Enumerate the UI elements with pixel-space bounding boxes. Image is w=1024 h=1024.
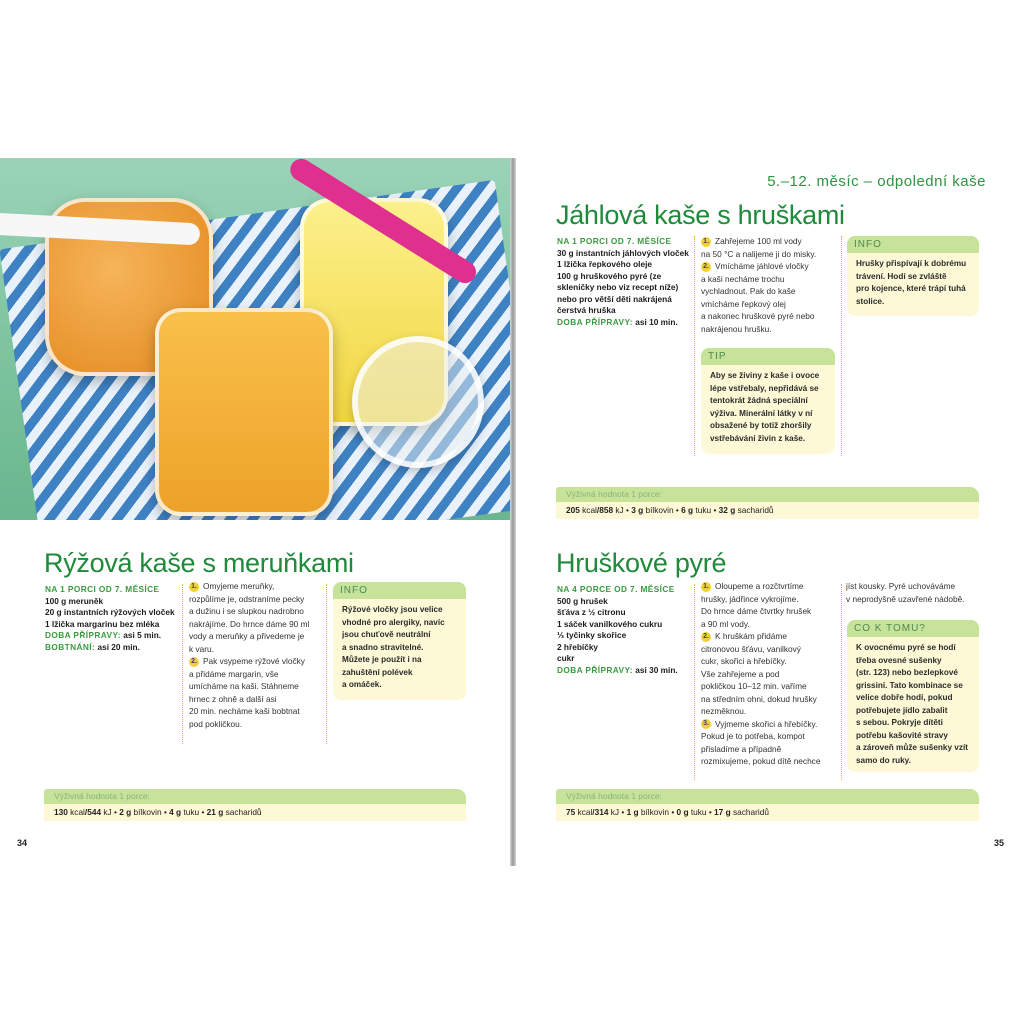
step	[189, 655, 329, 730]
ingredient: 100 g meruněk	[45, 595, 104, 606]
step-line: pod pokličkou.	[189, 718, 243, 729]
step-line: nakrájíme. Do hrnce dáme 90 ml	[189, 618, 310, 629]
jar-lid	[352, 336, 484, 468]
info-box-label: INFO	[847, 236, 979, 253]
ingredient: 30 g instantních jáhlových vloček	[557, 247, 689, 258]
box-line: (str. 123) nebo bezlepkové	[856, 668, 958, 677]
tip-box	[701, 348, 835, 454]
recipe-title: Rýžová kaše s meruňkami	[44, 548, 354, 578]
right-page	[516, 158, 1024, 866]
box-line: a zároveň může sušenky vzít	[856, 743, 968, 752]
prep-label: DOBA PŘÍPRAVY:	[557, 664, 633, 675]
step-line: a kaši necháme trochu	[701, 273, 785, 284]
column-divider	[841, 236, 842, 456]
prep-label: DOBA PŘÍPRAVY:	[45, 630, 121, 640]
box-line: stolice.	[856, 296, 885, 306]
step-number: 1.	[189, 582, 199, 592]
book-spread	[0, 158, 1024, 866]
step-number: 2.	[701, 262, 711, 272]
ingredient: 1 sáček vanilkového cukru	[557, 618, 663, 629]
step-line: vmícháme řepkový olej	[701, 298, 786, 309]
step-line: na 50 °C a nalijeme ji do misky.	[701, 248, 817, 259]
step-line: vody a meruňky a přivedeme je	[189, 631, 305, 641]
box-line: výživa. Minerální látky v ní	[710, 408, 813, 418]
ingredient: ⅓ tyčinky skořice	[557, 630, 627, 640]
step-line: jíst kousky. Pyré uchováváme	[846, 581, 956, 591]
portion-label: NA 4 PORCE OD 7. MĚSÍCE	[557, 584, 675, 594]
step-line: a nakonec hruškové pyré nebo	[701, 311, 815, 321]
swell-label: BOBTNÁNÍ:	[45, 641, 96, 652]
ingredient: skleničky nebo viz recept níže)	[557, 282, 679, 292]
step-line: k varu.	[189, 643, 214, 654]
nutrition-bar	[556, 487, 979, 519]
box-line: tentokrát žádná speciální	[710, 396, 808, 405]
box-line: Můžete je použít i na	[342, 655, 422, 664]
box-line: trávení. Hodí se zvláště	[856, 271, 947, 281]
box-line: velice dobře hodí, pokud	[856, 693, 953, 702]
step-line: Omyjeme meruňky,	[203, 581, 275, 591]
info-box-label: INFO	[333, 582, 466, 599]
ingredient: cukr	[557, 653, 575, 663]
column-divider	[326, 584, 327, 744]
box-line: lépe vstřebaly, nepřidává se	[710, 383, 819, 393]
column-divider	[694, 584, 695, 780]
step-line: a dužinu i se slupkou nadrobno	[189, 606, 304, 616]
info-box	[333, 582, 466, 700]
left-page	[0, 158, 510, 866]
step-line: a přidáme margarin, vše	[189, 668, 279, 679]
step-line: Vše zahřejeme a pod	[701, 668, 780, 679]
step-line: vychladnout. Pak do kaše	[701, 286, 796, 296]
step-number: 2.	[701, 632, 711, 642]
column-divider	[182, 584, 183, 744]
step-line: hrnec z ohně a další asi	[189, 693, 277, 704]
step-number: 2.	[189, 657, 199, 667]
ingredient: 20 g instantních rýžových vloček	[45, 607, 175, 617]
prep-label: DOBA PŘÍPRAVY:	[557, 316, 633, 327]
box-line: potřebujete jídlo zabalit	[856, 705, 948, 715]
step-line: Do hrnce dáme čtvrtky hrušek	[701, 606, 812, 616]
step-line: přisladíme a případně	[701, 743, 782, 754]
prep-value: asi 30 min.	[635, 664, 678, 675]
ingredient: nebo pro větší děti nakrájená	[557, 293, 672, 304]
step-line: Pak vsypeme rýžové vločky	[203, 656, 305, 666]
nutrition-label: Výživná hodnota 1 porce:	[44, 789, 466, 804]
portion-label: NA 1 PORCI OD 7. MĚSÍCE	[557, 236, 672, 246]
nutrition-bar	[556, 789, 979, 821]
step-line: 20 min. necháme kaši bobtnat	[189, 706, 300, 716]
steps-block	[701, 580, 843, 768]
box-line: Aby se živiny z kaše i ovoce	[710, 371, 820, 380]
box-line: a omáček.	[342, 680, 382, 689]
box-line: obsažené by totiž zhoršily	[710, 421, 812, 430]
step-line: a 90 ml vody.	[701, 618, 750, 629]
ingredient: čerstvá hruška	[557, 305, 616, 315]
ingredient: 2 hřebíčky	[557, 641, 599, 652]
box-line: vstřebávání živin z kaše.	[710, 433, 806, 443]
nutrition-label: Výživná hodnota 1 porce:	[556, 487, 979, 502]
step-line: nezměknou.	[701, 706, 747, 716]
page-number: 34	[17, 838, 28, 848]
step	[189, 580, 329, 655]
ingredient: 1 lžička řepkového oleje	[557, 259, 652, 269]
step-line: Vmícháme jáhlové vločky	[715, 261, 809, 271]
step-line: hrušky, jádřince vykrojíme.	[701, 593, 799, 604]
box-line: grissini. Tato kombinace se	[856, 680, 963, 690]
tip-box-label: TIP	[701, 348, 835, 365]
box-line: třeba ovesné sušenky	[856, 655, 942, 665]
steps-continuation	[846, 580, 986, 605]
box-line: Hrušky přispívají k dobrému	[856, 259, 967, 268]
column-divider	[841, 584, 842, 780]
ingredient: šťáva z ½ citronu	[557, 607, 626, 617]
step-line: nakrájenou hrušku.	[701, 323, 772, 334]
nutrition-bar	[44, 789, 466, 821]
box-line: a snadno stravitelné.	[342, 642, 424, 652]
step-line: na středním ohni, dokud hrušky	[701, 693, 817, 704]
step-line: v neprodyšně uzavřené nádobě.	[846, 593, 965, 604]
nutrition-label: Výživná hodnota 1 porce:	[556, 789, 979, 804]
box-line: K ovocnému pyré se hodí	[856, 643, 956, 652]
box-line: vhodné pro alergiky, navíc	[342, 617, 445, 627]
steps-block	[701, 235, 843, 335]
box-line: potřebu kašovité stravy	[856, 730, 948, 740]
chapter-heading: 5.–12. měsíc – odpolední kaše	[767, 173, 986, 190]
step-line: cukr, skořici a hřebíčky.	[701, 656, 787, 666]
box-line: pro kojence, které trápí tuhá	[856, 284, 966, 293]
nutrition-values: 130 kcal/544 kJ • 2 g bílkovin • 4 g tuku • 21 g sacharidů	[44, 804, 466, 821]
swell-value: asi 20 min.	[97, 641, 140, 652]
food-photo	[0, 158, 510, 520]
step-line: Oloupeme a rozčtvrtíme	[715, 581, 804, 591]
jar-apricot	[155, 308, 333, 516]
step-line: Zahřejeme 100 ml vody	[715, 236, 802, 246]
steps-block	[189, 580, 329, 730]
ingredient: 1 lžička margarinu bez mléka	[45, 618, 160, 629]
recipe-title: Jáhlová kaše s hruškami	[556, 200, 845, 230]
ingredient: 500 g hrušek	[557, 595, 608, 606]
step-line: pokličkou 10–12 min. vaříme	[701, 681, 807, 691]
box-line: jsou chuťově neutrální	[342, 630, 431, 639]
ingredients-block	[45, 584, 180, 653]
step-number: 1.	[701, 582, 711, 592]
step-number: 3.	[701, 719, 711, 729]
box-line: s sebou. Pokryje dítěti	[856, 718, 943, 727]
box-line: samo do ruky.	[856, 755, 911, 765]
box-line: Rýžové vločky jsou velice	[342, 605, 443, 614]
ingredients-block	[557, 584, 697, 676]
prep-value: asi 10 min.	[635, 316, 678, 327]
nutrition-values: 205 kcal/858 kJ • 3 g bílkovin • 6 g tuku • 32 g sacharidů	[556, 502, 979, 519]
pairing-box-label: CO K TOMU?	[847, 620, 979, 637]
step-line: umícháme na kaši. Stáhneme	[189, 681, 299, 691]
prep-value: asi 5 min.	[123, 630, 162, 640]
portion-label: NA 1 PORCI OD 7. MĚSÍCE	[45, 584, 160, 594]
page-number: 35	[994, 838, 1005, 848]
box-line: zahuštění polévek	[342, 667, 413, 677]
step-line: citronovou šťávu, vanilkový	[701, 643, 801, 654]
ingredients-block	[557, 236, 699, 328]
info-box	[847, 236, 979, 316]
step-number: 1.	[701, 237, 711, 247]
recipe-title: Hruškové pyré	[556, 548, 727, 578]
step-line: rozpůlíme je, odstraníme pecky	[189, 593, 305, 604]
step-line: Vyjmeme skořici a hřebíčky.	[715, 718, 818, 729]
pairing-box	[847, 620, 979, 772]
nutrition-values: 75 kcal/314 kJ • 1 g bílkovin • 0 g tuku • 17 g sacharidů	[556, 804, 979, 821]
step-line: K hruškám přidáme	[715, 631, 787, 641]
ingredient: 100 g hruškového pyré (ze	[557, 270, 662, 281]
step-line: Pokud je to potřeba, kompot	[701, 731, 805, 741]
step-line: rozmixujeme, pokud dítě nechce	[701, 756, 821, 766]
column-divider	[694, 236, 695, 456]
